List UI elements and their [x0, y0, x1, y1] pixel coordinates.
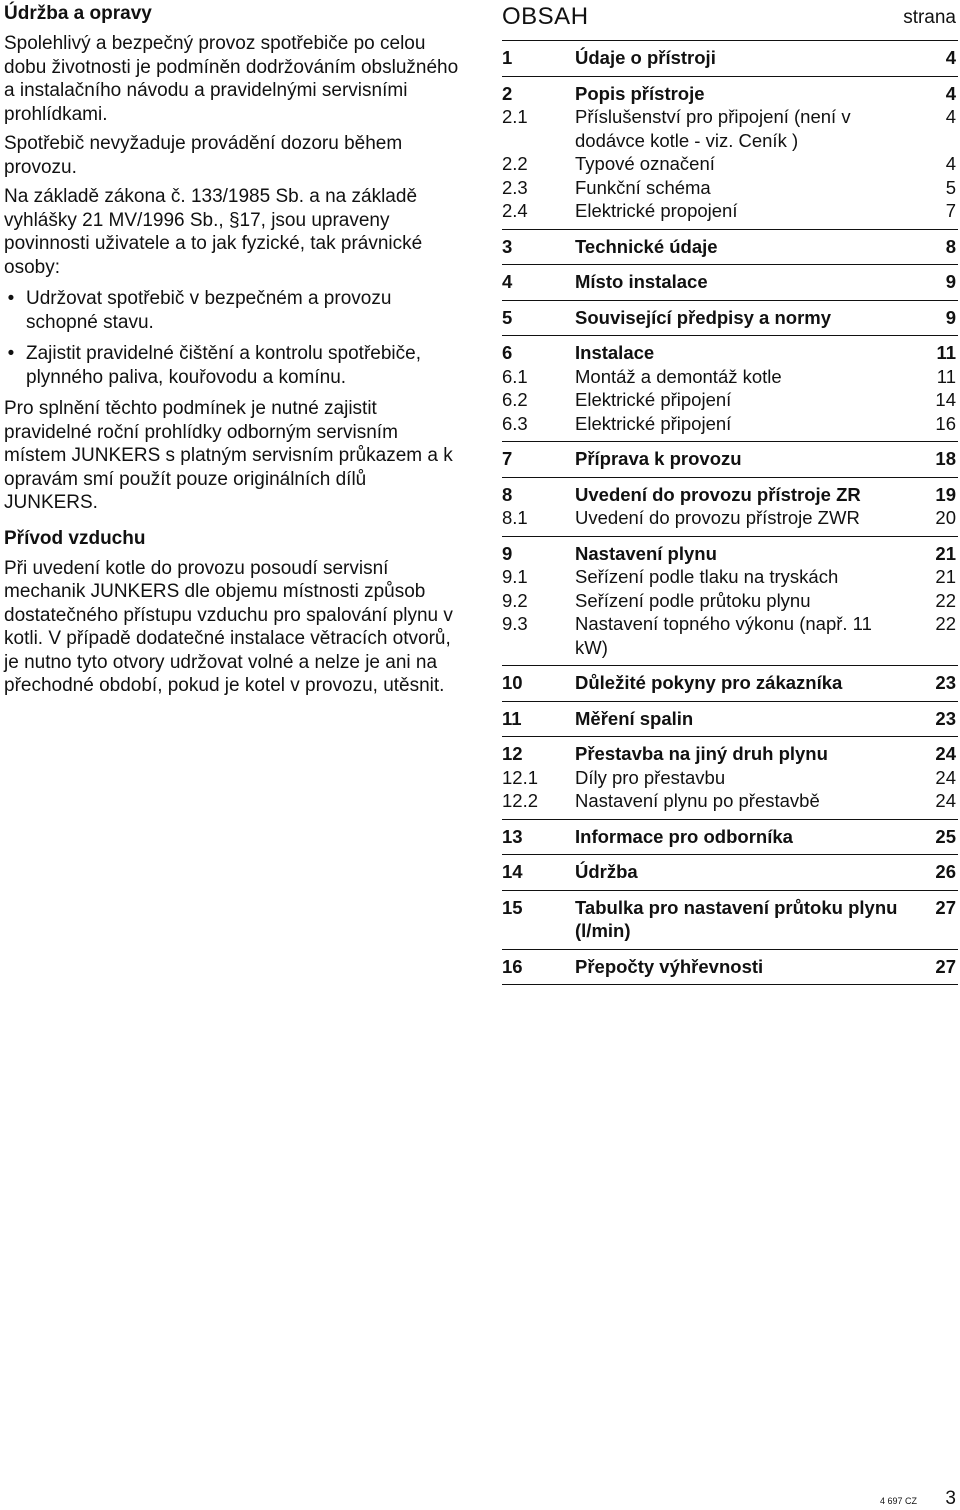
toc-section [502, 77, 958, 230]
toc-entry[interactable] [502, 742, 958, 766]
toc-entry-page: 24 [935, 766, 956, 788]
toc-entry-title: Montáž a demontáž kotle [575, 365, 782, 387]
toc-entry-page: 26 [935, 861, 956, 882]
toc-entry[interactable] [502, 341, 958, 365]
toc-entry-title: Popis přístroje [575, 82, 705, 104]
toc-entry[interactable] [502, 447, 958, 471]
toc-entry-title: Příslušenství pro připojení (není v dodávce kotle - viz. Ceník ) [575, 106, 851, 151]
toc-entry-page: 25 [935, 825, 956, 847]
maintenance-heading: Údržba a opravy [4, 3, 152, 24]
toc-entry-number: 12.2 [502, 790, 539, 811]
toc-entry-title: Údržba [575, 861, 638, 882]
toc-entry-page: 7 [945, 200, 956, 221]
toc-section [502, 737, 958, 820]
toc-section [502, 537, 958, 667]
toc-entry-page: 21 [935, 566, 956, 587]
toc-entry-number: 4 [502, 271, 513, 292]
toc-entry-title: Nastavení topného výkonu (např. 11 kW) [575, 613, 872, 658]
toc-entry-page: 4 [945, 106, 956, 127]
toc-entry[interactable] [502, 235, 958, 259]
toc-entry-page: 24 [935, 743, 956, 764]
air-supply-paragraph: Při uvedení kotle do provozu posoudí servisní mechanik JUNKERS dle objemu místnosti způsob dostatečného přístupu vzduchu pro spalování plynu v kotli. V případě dodatečné instalace větracích otvorů, je nutno tyto otvory udržovat volné a nelze je ani na přechodné období, pokud je kotel v provozu, utěsnit. [4, 557, 453, 696]
list-item [4, 342, 460, 389]
toc-entry-number: 6 [502, 342, 513, 363]
toc-header [502, 0, 958, 41]
page-footer [880, 1488, 958, 1510]
toc-entry-number: 1 [502, 47, 513, 68]
toc-entry-title: Funkční schéma [575, 176, 711, 198]
toc-entry-number: 6.3 [502, 412, 528, 434]
toc-entry[interactable] [502, 612, 958, 659]
toc-entry-number: 3 [502, 235, 513, 257]
toc-entry[interactable] [502, 483, 958, 507]
toc-entry-page: 22 [935, 613, 956, 634]
toc-body [502, 41, 958, 985]
toc-entry[interactable] [502, 199, 958, 223]
toc-entry-title: Elektrické připojení [575, 389, 732, 410]
toc-entry[interactable] [502, 955, 958, 979]
toc-entry[interactable] [502, 589, 958, 613]
toc-entry-page: 27 [935, 896, 956, 918]
toc-entry-title: Elektrické připojení [575, 412, 732, 434]
toc-entry-title: Typové označení [575, 153, 715, 174]
toc-page-label: strana [903, 7, 956, 28]
toc-section [502, 891, 958, 950]
toc-entry[interactable] [502, 671, 958, 695]
toc-entry-title: Seřízení podle tlaku na tryskách [575, 566, 839, 587]
toc-entry-page: 4 [945, 153, 956, 174]
toc-entry-page: 16 [935, 412, 956, 434]
toc-entry-number: 9.2 [502, 589, 528, 611]
toc-entry-page: 8 [945, 235, 956, 257]
toc-section [502, 950, 958, 986]
toc-section [502, 41, 958, 77]
toc-entry-title: Technické údaje [575, 235, 718, 257]
toc-entry-number: 12.1 [502, 766, 539, 788]
maintenance-paragraph-2: Spotřebič nevyžaduje provádění dozoru během provozu. [4, 133, 403, 178]
maintenance-paragraph-1: Spolehlivý a bezpečný provoz spotřebiče po celou dobu životnosti je podmíněn dodržováním obslužného a instalačního návodu a pravidelnými servisními prohlídkami. [4, 33, 459, 125]
toc-entry-title: Uvedení do provozu přístroje ZWR [575, 507, 860, 528]
toc-entry-title: Informace pro odborníka [575, 825, 793, 847]
toc-entry-title: Instalace [575, 342, 655, 363]
toc-entry[interactable] [502, 176, 958, 200]
toc-entry-number: 2.3 [502, 176, 528, 198]
toc-section [502, 230, 958, 266]
toc-entry-number: 6.1 [502, 365, 528, 387]
toc-title: OBSAH [502, 3, 589, 30]
maintenance-paragraph-4: Pro splnění těchto podmínek je nutné zajistit pravidelné roční prohlídky odborným servisním místem JUNKERS s platným servisním průkazem a k opravám smí použít pouze originálních dílů JUNKERS. [4, 398, 453, 513]
toc-entry-page: 4 [945, 47, 956, 68]
toc-entry-page: 19 [935, 483, 956, 505]
toc-entry-title: Seřízení podle průtoku plynu [575, 589, 811, 611]
left-column [4, 2, 460, 701]
document-code: 4 697 CZ [880, 1496, 918, 1506]
toc-entry-title: Měření spalin [575, 707, 694, 729]
obligations-list [4, 287, 460, 389]
toc-entry-number: 7 [502, 448, 513, 469]
toc-entry[interactable] [502, 789, 958, 813]
toc-entry[interactable] [502, 825, 958, 849]
toc-entry-page: 11 [936, 365, 956, 387]
toc-entry-number: 12 [502, 743, 523, 764]
toc-entry-number: 11 [502, 707, 522, 729]
toc-entry-page: 9 [945, 306, 956, 328]
toc-entry-number: 9 [502, 542, 513, 564]
toc-entry-page: 9 [945, 271, 956, 292]
toc-section [502, 442, 958, 478]
toc-entry-page: 23 [935, 707, 956, 729]
toc-entry-page: 24 [935, 790, 956, 811]
toc-section [502, 855, 958, 891]
toc-entry-number: 8 [502, 483, 513, 505]
toc-entry-title: Související předpisy a normy [575, 306, 832, 328]
list-item [4, 287, 460, 334]
toc-entry-title: Tabulka pro nastavení průtoku plynu (l/min) [575, 896, 898, 941]
toc-entry-number: 13 [502, 825, 523, 847]
toc-entry-title: Uvedení do provozu přístroje ZR [575, 483, 861, 505]
toc-entry-number: 16 [502, 955, 523, 977]
toc-entry-number: 9.1 [502, 566, 528, 587]
air-supply-heading: Přívod vzduchu [4, 527, 146, 549]
toc-entry-number: 15 [502, 896, 523, 918]
toc-entry-title: Údaje o přístroji [575, 47, 716, 68]
toc-entry-title: Nastavení plynu [575, 542, 717, 564]
toc-entry-number: 8.1 [502, 507, 528, 528]
toc-entry-title: Přepočty výhřevnosti [575, 955, 764, 977]
toc-section [502, 478, 958, 537]
toc-section [502, 820, 958, 856]
toc-entry[interactable] [502, 46, 958, 70]
toc-entry-title: Důležité pokyny pro zákazníka [575, 672, 843, 693]
toc-entry[interactable] [502, 766, 958, 790]
toc-entry[interactable] [502, 565, 958, 589]
list-item-text: Zajistit pravidelné čištění a kontrolu spotřebiče, plynného paliva, kouřovodu a komínu. [26, 343, 421, 388]
toc-entry[interactable] [502, 82, 958, 106]
toc-entry-page: 4 [945, 82, 956, 104]
toc-section [502, 336, 958, 442]
toc-section [502, 265, 958, 301]
toc-entry-page: 22 [935, 589, 956, 611]
toc-entry-page: 14 [935, 389, 956, 410]
toc-entry[interactable] [502, 365, 958, 389]
toc-entry[interactable] [502, 105, 958, 152]
toc-entry-page: 5 [945, 176, 956, 198]
toc-entry-number: 2.4 [502, 200, 528, 221]
toc-entry[interactable] [502, 306, 958, 330]
bullet-icon: • [7, 343, 15, 364]
toc-entry-number: 10 [502, 672, 523, 693]
toc-entry-page: 27 [935, 955, 956, 977]
toc-section [502, 666, 958, 702]
maintenance-paragraph-3: Na základě zákona č. 133/1985 Sb. a na základě vyhlášky 21 MV/1996 Sb., §17, jsou upraveny povinnosti uživatele a to jak fyzické, tak právnické osoby: [4, 186, 423, 278]
toc-entry[interactable] [502, 412, 958, 436]
toc-entry[interactable] [502, 707, 958, 731]
toc-entry[interactable] [502, 860, 958, 884]
toc-entry-number: 14 [502, 861, 523, 882]
toc-entry-number: 9.3 [502, 613, 528, 634]
list-item-text: Udržovat spotřebič v bezpečném a provozu schopné stavu. [26, 288, 392, 333]
toc-entry-title: Přestavba na jiný druh plynu [575, 743, 828, 764]
page-number: 3 [945, 1488, 956, 1509]
toc-entry[interactable] [502, 506, 958, 530]
toc-entry-title: Elektrické propojení [575, 200, 738, 221]
toc-entry-number: 5 [502, 306, 513, 328]
toc-entry-page: 21 [935, 542, 956, 564]
toc-entry-title: Díly pro přestavbu [575, 766, 726, 788]
toc-entry-number: 2 [502, 82, 513, 104]
bullet-icon: • [7, 288, 15, 309]
toc-entry-number: 2.2 [502, 153, 528, 174]
toc-section [502, 301, 958, 337]
toc-entry-title: Místo instalace [575, 271, 708, 292]
toc-entry-page: 20 [935, 507, 956, 528]
table-of-contents [502, 0, 958, 985]
toc-entry-page: 11 [936, 342, 956, 363]
toc-entry[interactable] [502, 542, 958, 566]
toc-entry-number: 2.1 [502, 106, 528, 127]
toc-entry[interactable] [502, 152, 958, 176]
toc-section [502, 702, 958, 738]
toc-entry[interactable] [502, 388, 958, 412]
toc-entry-page: 18 [935, 448, 956, 469]
toc-entry[interactable] [502, 270, 958, 294]
toc-entry-title: Nastavení plynu po přestavbě [575, 790, 820, 811]
toc-entry[interactable] [502, 896, 958, 943]
toc-entry-number: 6.2 [502, 389, 528, 410]
toc-entry-page: 23 [935, 672, 956, 693]
toc-entry-title: Příprava k provozu [575, 448, 742, 469]
